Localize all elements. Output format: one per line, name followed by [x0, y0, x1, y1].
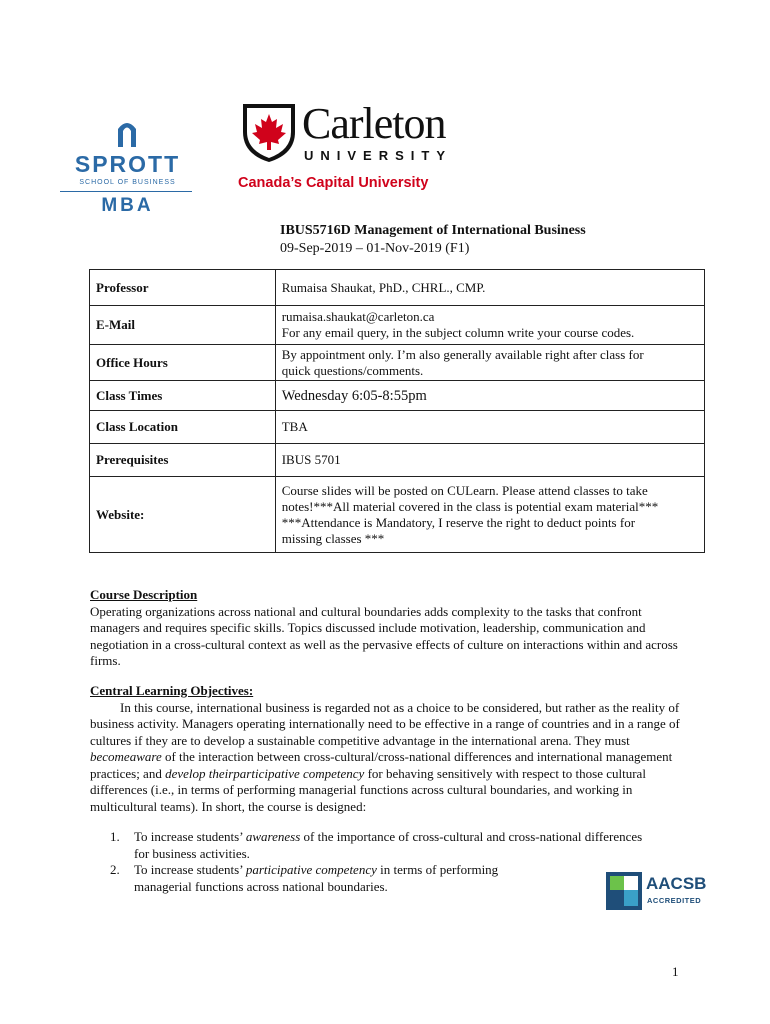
- email-note: For any email query, in the subject column write your course codes.: [281, 325, 635, 340]
- carleton-wordmark: Carleton: [302, 99, 446, 148]
- website-line-1: Course slides will be posted on CULearn. Please attend classes to take: [281, 482, 648, 498]
- course-description: [90, 587, 690, 670]
- professor-value: Rumaisa Shaukat, PhD., CHRL., CMP.: [281, 279, 486, 295]
- row-label: Office Hours: [90, 345, 276, 381]
- objectives-list: [90, 829, 650, 895]
- sprott-subtitle: SCHOOL OF BUSINESS: [79, 179, 176, 186]
- row-label: Professor: [90, 270, 276, 306]
- course-dates: 09-Sep-2019 – 01-Nov-2019 (F1): [280, 241, 470, 256]
- list-item: [90, 829, 654, 862]
- table-row: [90, 444, 705, 477]
- row-label: Website:: [90, 477, 276, 553]
- learning-objectives-heading: Central Learning Objectives:: [90, 683, 254, 698]
- objectives-text-part: of the interaction between cross-cultural/cross-national differences and international management practices; and: [90, 749, 673, 781]
- sprott-divider: [60, 191, 192, 192]
- sprott-wordmark: SPROTT: [74, 151, 181, 177]
- list-emphasis: awareness: [245, 829, 301, 844]
- table-row: [90, 270, 705, 306]
- sprott-program: MBA: [101, 195, 154, 216]
- row-value: [275, 306, 704, 345]
- objectives-emphasis: becomeaware: [90, 749, 162, 764]
- course-description-text: Operating organizations across national and cultural boundaries adds complexity to the tasks that confront managers and requires specific skills. Topics discussed include motivation, leadership, communication and negotiation in a cross-cultural context as well as the pervasive effects of culture on interactions within and across firms.: [90, 603, 678, 668]
- row-value: [275, 411, 704, 444]
- carleton-university-label: UNIVERSITY: [304, 148, 453, 163]
- list-item: [90, 862, 534, 895]
- list-text: To increase students’: [134, 829, 246, 844]
- learning-objectives: [90, 683, 690, 815]
- aacsb-logo: [606, 872, 712, 912]
- aacsb-status: ACCREDITED: [647, 896, 702, 905]
- office-hours-line-2: quick questions/comments.: [281, 362, 424, 378]
- row-label: Class Location: [90, 411, 276, 444]
- row-value: [275, 381, 704, 411]
- list-number: 2.: [110, 862, 120, 877]
- course-description-heading: Course Description: [90, 587, 198, 602]
- objectives-emphasis: develop theirparticipative competency: [165, 765, 365, 781]
- aacsb-wordmark: AACSB: [646, 874, 707, 893]
- row-label: Class Times: [90, 381, 276, 411]
- course-info-table: [89, 269, 705, 553]
- list-text: of the importance of cross-cultural and cross-national differences for business activities.: [134, 829, 643, 861]
- objectives-text-part: In this course, international business is regarded not as a choice to be considered, but rather as the reality of business activity. Managers operating internationally need to be effective in a range of countries and in a range of cultures if they are to develop a sustainable competitive advantage in the international arena. They must: [90, 699, 680, 748]
- list-emphasis: participative competency: [245, 862, 377, 877]
- page-number: 1: [672, 964, 679, 979]
- website-line-4: missing classes ***: [281, 530, 385, 546]
- list-text: in terms of performing managerial functions across national boundaries.: [134, 862, 499, 894]
- sprott-arch-icon: [116, 119, 138, 147]
- row-value: [275, 477, 704, 553]
- email-value[interactable]: rumaisa.shaukat@carleton.ca: [281, 309, 435, 324]
- table-row: [90, 381, 705, 411]
- sprott-mba-logo: [60, 115, 200, 225]
- list-number: 1.: [110, 829, 120, 844]
- row-value: [275, 444, 704, 477]
- row-label: E-Mail: [90, 306, 276, 345]
- carleton-tagline: Canada’s Capital University: [238, 175, 429, 191]
- table-row: [90, 345, 705, 381]
- aacsb-mark-icon: [606, 872, 642, 910]
- website-line-3: ***Attendance is Mandatory, I reserve the right to deduct points for: [281, 514, 636, 530]
- table-row: [90, 477, 705, 553]
- row-value: [275, 345, 704, 381]
- list-text: To increase students’: [134, 862, 246, 877]
- learning-objectives-text: [90, 700, 690, 816]
- prerequisites-value: IBUS 5701: [281, 452, 341, 467]
- row-label: Prerequisites: [90, 444, 276, 477]
- course-title: IBUS5716D Management of International Business: [280, 223, 586, 238]
- objectives-text-part: for behaving sensitively with respect to those cultural differences (i.e., in terms of performing managerial functions across cultural boundaries, and working in multicultural teams). In short, the course is designed:: [90, 765, 646, 814]
- carleton-logo: [238, 98, 478, 198]
- office-hours-line-1: By appointment only. I’m also generally available right after class for: [281, 346, 644, 362]
- carleton-shield-icon: [241, 102, 297, 164]
- row-value: [275, 270, 704, 306]
- class-location-value: TBA: [281, 419, 308, 434]
- website-line-2: notes!***All material covered in the class is potential exam material***: [281, 498, 659, 514]
- table-row: [90, 306, 705, 345]
- table-row: [90, 411, 705, 444]
- class-times-value: Wednesday 6:05-8:55pm: [281, 387, 427, 404]
